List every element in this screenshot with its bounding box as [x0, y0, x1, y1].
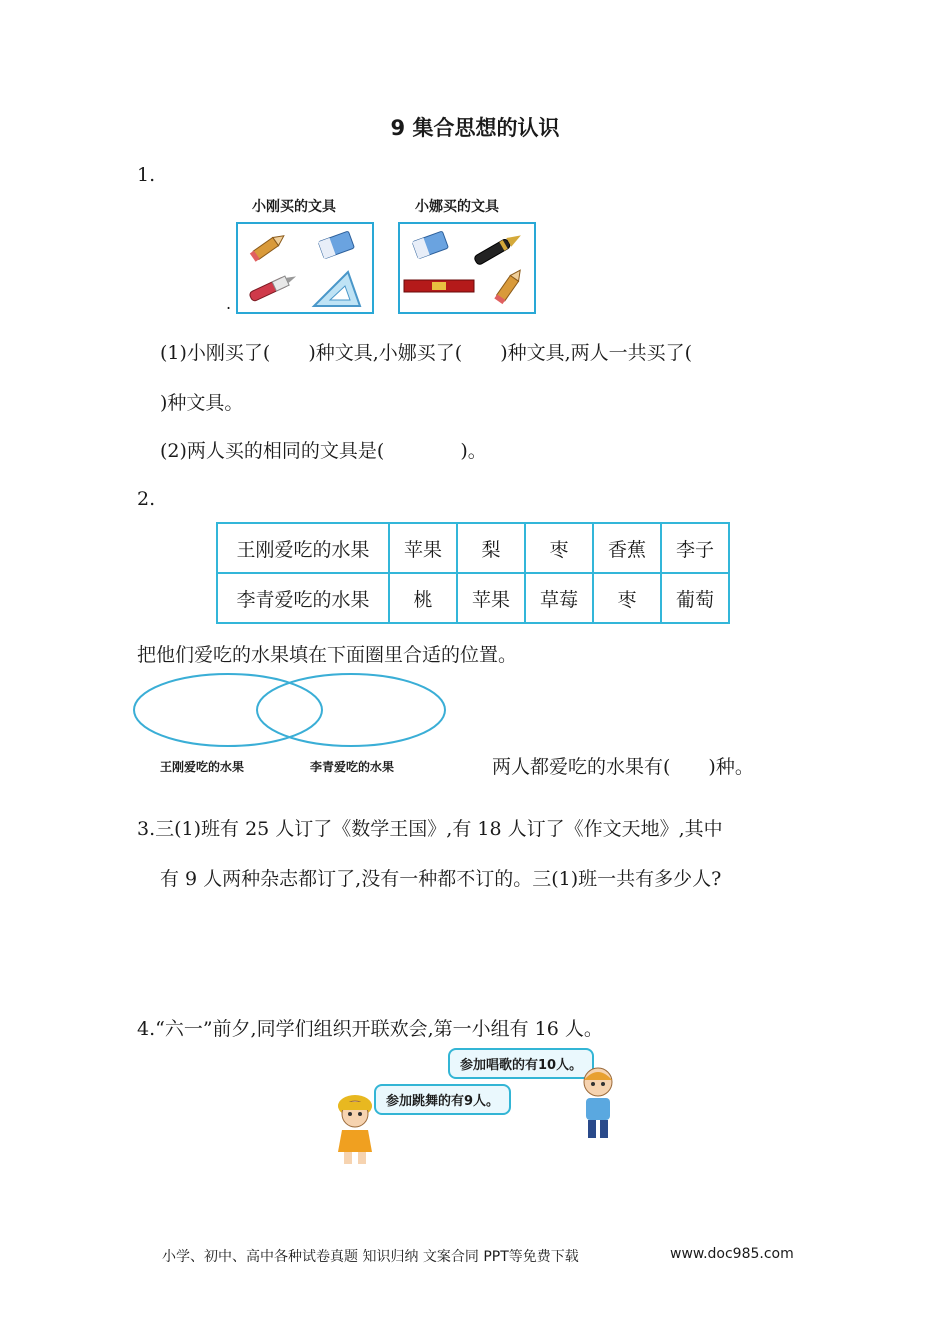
table-cell: 桃 — [389, 573, 457, 623]
q1-line-3: (2)两人买的相同的文具是( )。 — [160, 440, 487, 462]
table-cell: 枣 — [525, 523, 593, 573]
q2-answer: 两人都爱吃的水果有( )种。 — [492, 756, 754, 778]
set-square-icon — [314, 272, 360, 306]
venn-left-circle[interactable] — [134, 674, 322, 746]
table-cell: 苹果 — [457, 573, 525, 623]
box-right-label: 小娜买的文具 — [415, 199, 499, 215]
box-left-label: 小刚买的文具 — [252, 199, 336, 215]
page-title: 9 集合思想的认识 — [390, 116, 560, 140]
xiaogang-stationery-box — [236, 222, 374, 314]
venn-right-label: 李青爱吃的水果 — [310, 760, 395, 774]
venn-diagram — [132, 672, 452, 752]
venn-left-label: 王刚爱吃的水果 — [160, 760, 245, 774]
q3-line-1: 3.三(1)班有 25 人订了《数学王国》,有 18 人订了《作文天地》,其中 — [137, 818, 723, 840]
q4-line-1: 4.“六一”前夕,同学们组织开联欢会,第一小组有 16 人。 — [137, 1018, 603, 1040]
sing-speech-bubble: 参加唱歌的有10人。 — [448, 1048, 594, 1079]
eraser-icon — [412, 231, 448, 259]
q1-line-1: (1)小刚买了( )种文具,小娜买了( )种文具,两人一共买了( — [160, 342, 693, 364]
fountain-pen-icon — [473, 231, 523, 266]
venn-right-circle[interactable] — [257, 674, 445, 746]
eraser-icon — [318, 231, 354, 259]
table-cell: 葡萄 — [661, 573, 729, 623]
ruler-icon — [404, 280, 474, 292]
q3-line-2: 有 9 人两种杂志都订了,没有一种都不订的。三(1)班一共有多少人? — [160, 868, 722, 890]
box-dot: . — [226, 294, 232, 313]
table-cell: 李子 — [661, 523, 729, 573]
table-cell: 香蕉 — [593, 523, 661, 573]
dance-speech-bubble: 参加跳舞的有9人。 — [374, 1084, 511, 1115]
question-2-number: 2. — [137, 488, 156, 510]
row-label: 王刚爱吃的水果 — [217, 523, 389, 573]
fruit-table — [216, 522, 730, 624]
footer-text: 小学、初中、高中各种试卷真题 知识归纳 文案合同 PPT等免费下载 — [162, 1249, 579, 1265]
table-row — [217, 573, 729, 623]
pencil-icon — [494, 267, 524, 304]
boy-illustration — [576, 1066, 620, 1142]
footer-url[interactable]: www.doc985.com — [670, 1246, 794, 1262]
table-cell: 苹果 — [389, 523, 457, 573]
girl-illustration — [330, 1092, 380, 1168]
q1-line-2: )种文具。 — [160, 392, 244, 414]
pencil-icon — [250, 232, 287, 262]
pen-icon — [249, 272, 299, 302]
xiaona-stationery-box — [398, 222, 536, 314]
table-cell: 枣 — [593, 573, 661, 623]
table-cell: 草莓 — [525, 573, 593, 623]
table-row — [217, 523, 729, 573]
table-cell: 梨 — [457, 523, 525, 573]
question-1-number: 1. — [137, 164, 156, 186]
q2-instruction: 把他们爱吃的水果填在下面圈里合适的位置。 — [137, 644, 518, 666]
row-label: 李青爱吃的水果 — [217, 573, 389, 623]
